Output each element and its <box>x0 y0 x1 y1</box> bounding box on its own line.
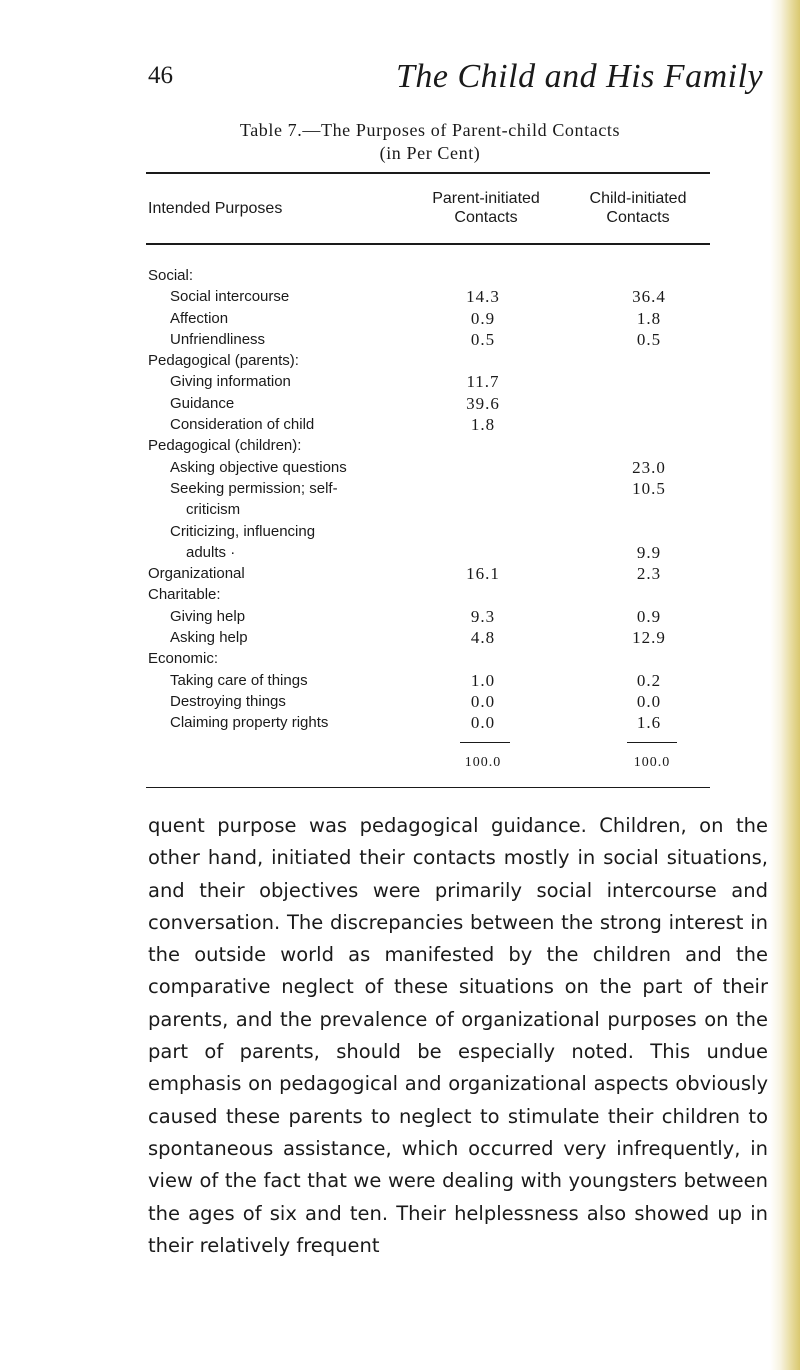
table-body <box>0 265 800 734</box>
table-row <box>0 371 800 392</box>
parent-value: 0.0 <box>470 713 496 733</box>
child-total: 100.0 <box>633 755 671 770</box>
table-row <box>0 478 800 499</box>
row-label: Asking help <box>170 629 248 647</box>
parent-value: 11.7 <box>466 372 500 392</box>
row-label: Affection <box>170 309 229 327</box>
child-value: 36.4 <box>632 287 666 307</box>
child-sum-rule <box>627 742 677 743</box>
parent-value: 0.5 <box>470 329 496 349</box>
child-value: 9.9 <box>636 542 662 562</box>
row-label: criticism <box>186 501 241 519</box>
table-row <box>0 329 800 350</box>
table-row <box>0 265 800 286</box>
parent-value: 9.3 <box>470 606 496 626</box>
row-label: Seeking permission; self- <box>170 479 338 497</box>
table-row <box>0 499 800 520</box>
table-caption: Table 7.—The Purposes of Parent-child Contacts <box>239 120 621 140</box>
child-value: 1.8 <box>636 308 662 328</box>
header-parent-line1: Parent-initiated <box>432 190 540 207</box>
header-parent-line2: Contacts <box>454 209 518 226</box>
table-row <box>0 691 800 712</box>
table-bottom-rule <box>146 787 710 788</box>
table-row <box>0 521 800 542</box>
child-value: 23.0 <box>632 457 666 477</box>
parent-value: 39.6 <box>466 393 500 413</box>
table-row <box>0 435 800 456</box>
table-row <box>0 286 800 307</box>
child-value: 0.9 <box>636 606 662 626</box>
child-value: 12.9 <box>632 628 666 648</box>
child-value: 0.0 <box>636 691 662 711</box>
row-label: Economic: <box>148 650 219 668</box>
table-row <box>0 670 800 691</box>
table-header-rule <box>146 243 710 245</box>
table-row <box>0 308 800 329</box>
table-row <box>0 648 800 669</box>
header-child-line1: Child-initiated <box>589 190 687 207</box>
parent-value: 0.0 <box>470 691 496 711</box>
row-label: Social intercourse <box>170 288 290 306</box>
running-head: The Child and His Family <box>396 58 764 95</box>
body-paragraph: quent purpose was pedagogical guidance. Children, on the other hand, initiated their contacts mostly in social situations, and their objectives were primarily social intercourse and conversation. The discrepancies between the strong interest in the outside world as manifested by the children and the comparative neglect of these situations on the part of their parents, and the prevalence of organizational purposes on the part of parents, should be especially noted. This undue emphasis on pedagogical and organizational aspects obviously caused these parents to neglect to stimulate their children to spontaneous assistance, which occurred very infrequently, in view of the fact that we were dealing with youngsters between the ages of six and ten. Their helplessness also showed up in their relatively frequent <box>148 814 768 1257</box>
child-value: 0.5 <box>636 329 662 349</box>
row-label: Consideration of child <box>170 416 315 434</box>
row-label: Giving help <box>170 607 246 625</box>
row-label: Organizational <box>148 565 245 583</box>
parent-sum-rule <box>460 742 510 743</box>
header-child-line2: Contacts <box>606 209 670 226</box>
child-value: 2.3 <box>636 564 662 584</box>
table-row <box>0 542 800 563</box>
table-row <box>0 457 800 478</box>
row-label: Pedagogical (children): <box>148 437 302 455</box>
child-value: 1.6 <box>636 713 662 733</box>
header-intended-purposes: Intended Purposes <box>148 200 283 217</box>
parent-value: 0.9 <box>470 308 496 328</box>
row-label: Pedagogical (parents): <box>148 352 299 370</box>
table-row <box>0 712 800 733</box>
parent-value: 16.1 <box>466 564 500 584</box>
row-label: Destroying things <box>170 692 286 710</box>
child-value: 10.5 <box>632 478 666 498</box>
table-row <box>0 627 800 648</box>
row-label: Giving information <box>170 373 291 391</box>
row-label: Claiming property rights <box>170 714 329 732</box>
table-row <box>0 563 800 584</box>
row-label: Asking objective questions <box>170 458 347 476</box>
row-label: adults · <box>186 543 236 561</box>
row-label: Charitable: <box>148 586 221 604</box>
table-top-rule <box>146 172 710 174</box>
row-label: Social: <box>148 267 194 284</box>
parent-value: 1.0 <box>470 670 496 690</box>
table-row <box>0 606 800 627</box>
page-number: 46 <box>148 62 173 89</box>
row-label: Criticizing, influencing <box>170 522 316 540</box>
parent-total: 100.0 <box>464 755 502 770</box>
row-label: Guidance <box>170 394 235 412</box>
table-row <box>0 393 800 414</box>
parent-value: 14.3 <box>466 287 500 307</box>
parent-value: 4.8 <box>470 628 496 648</box>
table-row <box>0 414 800 435</box>
table-row <box>0 584 800 605</box>
table-row <box>0 350 800 371</box>
row-label: Taking care of things <box>170 671 308 689</box>
row-label: Unfriendliness <box>170 330 266 348</box>
child-value: 0.2 <box>636 670 662 690</box>
header-parent-initiated <box>418 189 554 227</box>
header-child-initiated <box>564 189 712 227</box>
parent-value: 1.8 <box>470 415 496 435</box>
table-caption-units: (in Per Cent) <box>379 143 481 163</box>
